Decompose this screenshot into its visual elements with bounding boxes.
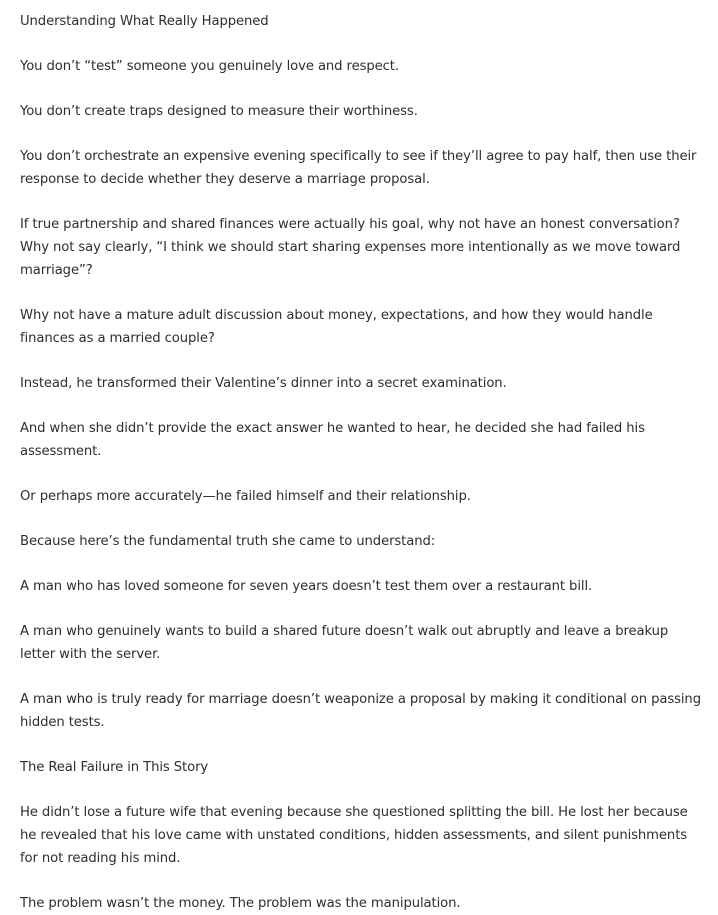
paragraph: Because here’s the fundamental truth she came to understand: bbox=[20, 534, 436, 549]
paragraph: A man who has loved someone for seven years doesn’t test them over a restaurant bill. bbox=[20, 579, 593, 594]
paragraph: And when she didn’t provide the exact answer he wanted to hear, he decided she had failed his assessment. bbox=[20, 421, 645, 459]
paragraph: The problem wasn’t the money. The problem was the manipulation. bbox=[20, 896, 461, 911]
paragraph: A man who genuinely wants to build a shared future doesn’t walk out abruptly and leave a breakup letter with the server. bbox=[20, 624, 669, 662]
paragraph: You don’t orchestrate an expensive evening specifically to see if they’ll agree to pay half, then use their response to decide whether they deserve a marriage proposal. bbox=[20, 149, 697, 187]
paragraph: Instead, he transformed their Valentine’s dinner into a secret examination. bbox=[20, 376, 507, 391]
paragraph: You don’t “test” someone you genuinely love and respect. bbox=[20, 59, 399, 74]
paragraph: You don’t create traps designed to measure their worthiness. bbox=[20, 104, 418, 119]
paragraph: Why not have a mature adult discussion about money, expectations, and how they would handle finances as a married couple? bbox=[20, 308, 653, 346]
paragraph: A man who is truly ready for marriage doesn’t weaponize a proposal by making it conditional on passing hidden tests. bbox=[20, 692, 701, 730]
section-heading-real-failure: The Real Failure in This Story bbox=[20, 760, 209, 775]
paragraph: Or perhaps more accurately—he failed himself and their relationship. bbox=[20, 489, 471, 504]
paragraph: If true partnership and shared finances were actually his goal, why not have an honest conversation? Why not say clearly, “I think we should start sharing expenses more intentionally as we move toward marriage”? bbox=[20, 217, 681, 278]
section-heading-understanding: Understanding What Really Happened bbox=[20, 14, 269, 29]
paragraph: He didn’t lose a future wife that evening because she questioned splitting the bill. He lost her because he revealed that his love came with unstated conditions, hidden assessments, and silent punishments for not reading his mind. bbox=[20, 805, 688, 866]
